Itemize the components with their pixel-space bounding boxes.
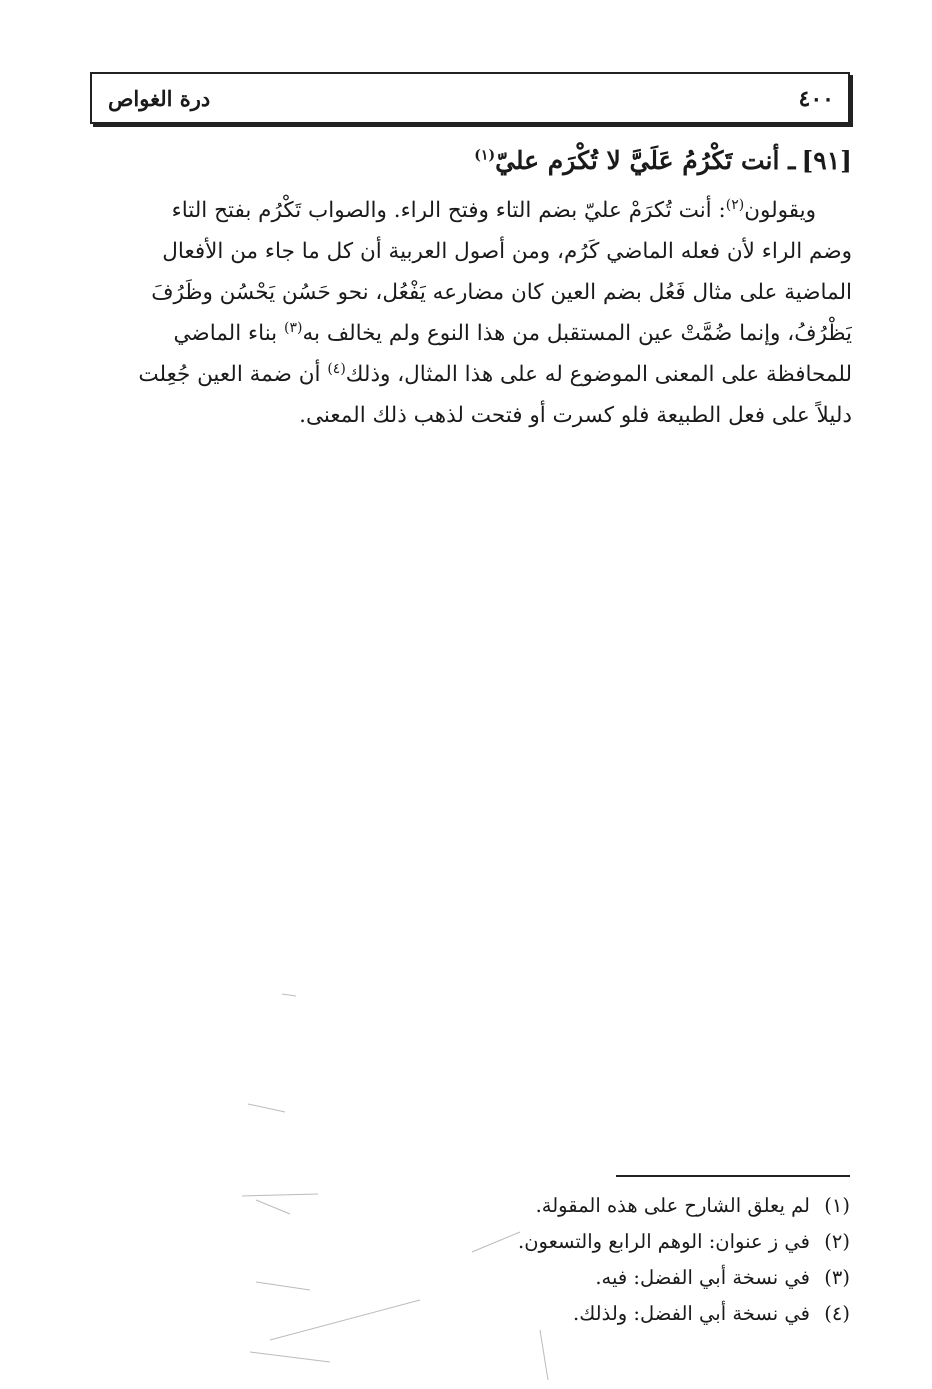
footnote-number: (١)	[824, 1194, 850, 1217]
body-text-run: وضم الراء لأن فعله الماضي كَرُم، ومن أصول العربية أن كل ما جاء من الأفعال	[162, 239, 852, 264]
scan-mark	[250, 1352, 330, 1362]
scan-mark	[540, 1330, 548, 1380]
body-text-run: للمحافظة على المعنى الموضوع له على هذا المثال، وذلك	[345, 362, 852, 387]
section-number: [٩١]	[801, 146, 852, 175]
scan-mark	[256, 1200, 290, 1214]
body-text-run: أن ضمة العين جُعِلت	[138, 362, 328, 387]
footnote-text: في ز عنوان: الوهم الرابع والتسعون.	[518, 1230, 810, 1253]
footnote-number: (٢)	[824, 1230, 850, 1253]
scan-mark	[282, 994, 296, 996]
footnote-ref: (٣)	[284, 319, 303, 336]
body-text-run: الماضية على مثال فَعُل بضم العين كان مضارعه يَفْعُل، نحو حَسُن يَحْسُن وظَرُفَ	[151, 280, 852, 305]
body-text-run: بناء الماضي	[173, 321, 284, 346]
scan-mark	[472, 1232, 520, 1252]
footnote-text: لم يعلق الشارح على هذه المقولة.	[535, 1194, 810, 1217]
scan-mark	[242, 1194, 318, 1196]
footnote-number: (٣)	[824, 1266, 850, 1289]
body-text-run: ويقولون	[744, 198, 816, 223]
footnote-ref: (٢)	[725, 196, 745, 213]
section-title-text: ـ أنت تَكْرُمُ عَلَيَّ لا تُكْرَم عليّ	[495, 146, 796, 175]
footnote-text: في نسخة أبي الفضل: فيه.	[595, 1266, 810, 1289]
body-text-run: دليلاً على فعل الطبيعة فلو كسرت أو فتحت لذهب ذلك المعنى.	[299, 403, 852, 428]
footnote-number: (٤)	[824, 1302, 850, 1325]
page-number: ٤٠٠	[798, 86, 834, 112]
book-title: درة الغواص	[108, 86, 211, 111]
footnote-text: في نسخة أبي الفضل: ولذلك.	[573, 1302, 810, 1325]
body-text-run: : أنت تُكرَمْ عليّ بضم التاء وفتح الراء. والصواب تَكْرُم بفتح التاء	[171, 198, 726, 223]
body-text-run: يَظْرُفُ، وإنما ضُمَّتْ عين المستقبل من هذا النوع ولم يخالف به	[302, 321, 852, 346]
scan-mark	[248, 1104, 285, 1112]
scan-mark	[270, 1300, 420, 1340]
footnote-ref: (٤)	[327, 360, 346, 377]
scan-mark	[256, 1282, 310, 1290]
footnote-ref: (١)	[474, 147, 496, 164]
